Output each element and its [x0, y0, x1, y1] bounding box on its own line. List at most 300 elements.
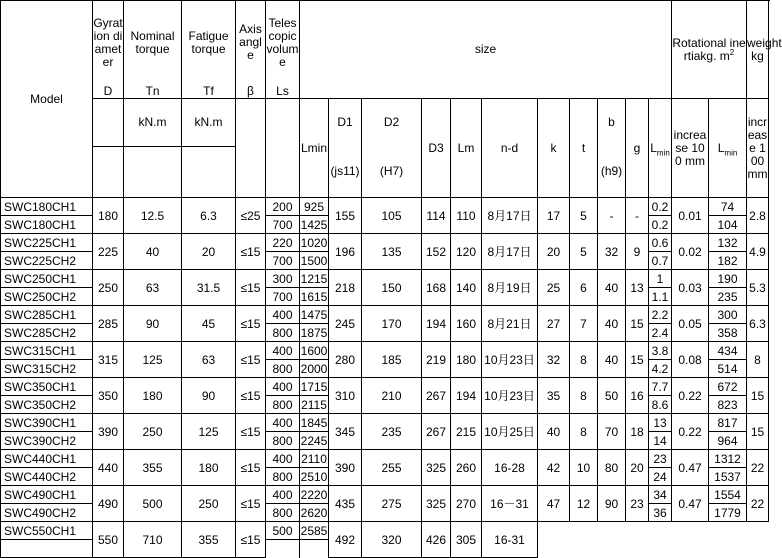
- model-cell: SWC490CH2: [1, 504, 93, 522]
- lm-cell: 260: [451, 450, 482, 486]
- d-cell: 180: [93, 198, 124, 234]
- model-cell: SWC315CH1: [1, 342, 93, 360]
- ls-cell: 400: [266, 378, 300, 396]
- lm-cell: 305: [451, 522, 482, 558]
- nd-cell: 10月25日: [482, 414, 538, 450]
- d-cell: 250: [93, 270, 124, 306]
- ls-cell: 200: [266, 198, 300, 216]
- ls-cell: 800: [266, 504, 300, 522]
- d1-cell: 196: [329, 234, 362, 270]
- header-b: b: [598, 99, 626, 147]
- t-cell: 8: [570, 378, 598, 414]
- header-model: Model: [1, 1, 93, 198]
- weight-cell: 74: [709, 198, 747, 216]
- weight-cell: 1312: [709, 450, 747, 468]
- rot-inertia-cell: 2.2: [649, 306, 672, 324]
- d3-cell: 168: [422, 270, 451, 306]
- header-nominal-torque: Nominal torque: [124, 1, 182, 85]
- weight-cell: 823: [709, 396, 747, 414]
- model-cell: SWC180CH1: [1, 198, 93, 216]
- b-cell: 50: [598, 378, 626, 414]
- rot-inertia-cell: 23: [649, 450, 672, 468]
- d2-cell: 105: [362, 198, 422, 234]
- d-cell: 550: [93, 522, 124, 558]
- model-cell: SWC225CH2: [1, 252, 93, 270]
- beta-cell: ≤15: [236, 486, 266, 522]
- header-blank-d: [93, 147, 124, 198]
- ls-cell: 800: [266, 360, 300, 378]
- rot-inertia-cell: 0.7: [649, 252, 672, 270]
- weight-cell: 964: [709, 432, 747, 450]
- header-t: t: [570, 99, 598, 198]
- model-cell: SWC250CH2: [1, 288, 93, 306]
- tn-cell: 250: [124, 414, 182, 450]
- rot-inertia-cell: 24: [649, 468, 672, 486]
- model-cell: SWC390CH1: [1, 414, 93, 432]
- k-cell: 17: [538, 198, 570, 234]
- header-size: size: [300, 1, 672, 99]
- lm-cell: 215: [451, 414, 482, 450]
- header-d3: D3: [422, 99, 451, 198]
- header-w-lmin: [709, 99, 747, 198]
- table-row: [1, 270, 769, 288]
- w-lmin-sub: min: [724, 147, 738, 157]
- weight-cell: 300: [709, 306, 747, 324]
- header-g: g: [626, 99, 649, 198]
- d-cell: 390: [93, 414, 124, 450]
- b-cell: 80: [598, 450, 626, 486]
- header-d2-tol: (H7): [362, 147, 422, 198]
- g-cell: 16: [626, 378, 649, 414]
- weight-cell: 104: [709, 216, 747, 234]
- lmin-cell: 1715: [300, 379, 328, 394]
- rot-inertia-cell: 4.2: [649, 360, 672, 378]
- ls-cell: 800: [266, 432, 300, 450]
- beta-cell: ≤15: [236, 450, 266, 486]
- header-rot-increase: increase 100 mm: [672, 99, 709, 198]
- nd-cell: 8月19日: [482, 270, 538, 306]
- header-weight: weight kg: [747, 1, 769, 99]
- lm-cell: 180: [451, 342, 482, 378]
- d3-cell: 426: [422, 522, 451, 558]
- tn-cell: 90: [124, 306, 182, 342]
- model-cell: SWC440CH1: [1, 450, 93, 468]
- tn-cell: 63: [124, 270, 182, 306]
- d2-cell: 185: [362, 342, 422, 378]
- d1-cell: 280: [329, 342, 362, 378]
- rot-inertia-label: Rotational inertiakg.: [672, 35, 746, 63]
- weight-increase-cell: 22: [747, 450, 769, 486]
- t-cell: 12: [570, 486, 598, 522]
- weight-cell: 514: [709, 360, 747, 378]
- header-gyration: Gyration diameter: [93, 1, 124, 85]
- header-axis-angle: Axis angle: [236, 1, 266, 85]
- header-blank-tf: [182, 147, 236, 198]
- tf-cell: 45: [182, 306, 236, 342]
- lm-cell: 194: [451, 378, 482, 414]
- header-d1: D1: [329, 99, 362, 147]
- b-cell: 70: [598, 414, 626, 450]
- d3-cell: 325: [422, 486, 451, 522]
- tn-cell: 180: [124, 378, 182, 414]
- rot-inertia-exponent: 2: [729, 47, 735, 57]
- model-cell: SWC350CH1: [1, 378, 93, 396]
- nd-cell: 10月23日: [482, 342, 538, 378]
- lm-cell: 270: [451, 486, 482, 522]
- tn-cell: 355: [124, 450, 182, 486]
- d2-cell: 150: [362, 270, 422, 306]
- ls-cell: 400: [266, 342, 300, 360]
- d-cell: 490: [93, 486, 124, 522]
- weight-cell: 672: [709, 378, 747, 396]
- table-row: [1, 306, 769, 324]
- d2-cell: 135: [362, 234, 422, 270]
- lmin-cell: 1425: [300, 217, 328, 232]
- weight-cell: 817: [709, 414, 747, 432]
- nd-cell: 10月23日: [482, 378, 538, 414]
- weight-increase-cell: 2.8: [747, 198, 769, 234]
- beta-cell: ≤15: [236, 234, 266, 270]
- t-cell: 8: [570, 414, 598, 450]
- header-lmin: Lmin: [300, 99, 329, 198]
- weight-increase-cell: 15: [747, 378, 769, 414]
- d-cell: 225: [93, 234, 124, 270]
- k-cell: 25: [538, 270, 570, 306]
- weight-increase-cell: 4.9: [747, 234, 769, 270]
- model-cell: SWC550CH1: [1, 522, 93, 540]
- nd-cell: 8月17日: [482, 198, 538, 234]
- header-d1-tol: (js11): [329, 147, 362, 198]
- b-cell: 32: [598, 234, 626, 270]
- rot-increase-cell: 0.22: [672, 378, 709, 414]
- rot-inertia-cell: 13: [649, 414, 672, 432]
- header-telescopic: Telescopic volume: [266, 1, 300, 85]
- rot-increase-cell: 0.47: [672, 486, 709, 522]
- ls-cell: 400: [266, 486, 300, 504]
- empty-area: [538, 522, 769, 558]
- header-unit-ls: [266, 99, 300, 198]
- header-sym-tf: Tf: [182, 85, 236, 99]
- t-cell: 5: [570, 234, 598, 270]
- header-b-tol: (h9): [598, 147, 626, 198]
- weight-cell: 1779: [709, 504, 747, 522]
- d1-cell: 155: [329, 198, 362, 234]
- lmin-cell: 2510: [300, 469, 328, 484]
- lmin-cell: 1600: [300, 343, 328, 358]
- beta-cell: ≤15: [236, 414, 266, 450]
- rot-inertia-cell: 0.2: [649, 198, 672, 216]
- t-cell: 10: [570, 450, 598, 486]
- rot-increase-cell: 0.22: [672, 414, 709, 450]
- ls-cell: 400: [266, 414, 300, 432]
- weight-cell: 358: [709, 324, 747, 342]
- lmin-cell: 925: [300, 198, 329, 216]
- tf-cell: 355: [182, 522, 236, 558]
- d1-cell: 245: [329, 306, 362, 342]
- lm-cell: 120: [451, 234, 482, 270]
- nd-cell: 8月17日: [482, 234, 538, 270]
- table-body: [1, 1, 782, 558]
- ls-cell: 400: [266, 450, 300, 468]
- nd-cell: 16－31: [482, 486, 538, 522]
- model-cell: SWC390CH2: [1, 432, 93, 450]
- rot-inertia-cell: 34: [649, 486, 672, 504]
- lmin-cell: 2220: [300, 487, 328, 502]
- d2-cell: 275: [362, 486, 422, 522]
- model-cell: SWC440CH2: [1, 468, 93, 486]
- rot-lmin-sub: min: [656, 147, 670, 157]
- nd-cell: 8月21日: [482, 306, 538, 342]
- model-cell: SWC225CH1: [1, 234, 93, 252]
- d3-cell: 219: [422, 342, 451, 378]
- t-cell: 7: [570, 306, 598, 342]
- weight-cell: 434: [709, 342, 747, 360]
- g-cell: 13: [626, 270, 649, 306]
- header-rot-lmin: [649, 99, 672, 198]
- rot-increase-cell: 0.08: [672, 342, 709, 378]
- lmin-cell: 1875: [300, 325, 328, 340]
- b-cell: 40: [598, 342, 626, 378]
- model-cell: SWC490CH1: [1, 486, 93, 504]
- d1-cell: 435: [329, 486, 362, 522]
- header-sym-beta: β: [236, 85, 266, 99]
- d3-cell: 152: [422, 234, 451, 270]
- d3-cell: 194: [422, 306, 451, 342]
- g-cell: 23: [626, 486, 649, 522]
- weight-increase-cell: 8: [747, 342, 769, 378]
- d2-cell: 255: [362, 450, 422, 486]
- table-row: [1, 234, 769, 252]
- ls-cell: 700: [266, 216, 300, 234]
- tf-cell: 90: [182, 378, 236, 414]
- ls-cell: 800: [266, 396, 300, 414]
- header-nd: n-d: [482, 99, 538, 198]
- lmin-cell: 2115: [301, 397, 327, 412]
- weight-cell: 1554: [709, 486, 747, 504]
- beta-cell: ≤15: [236, 270, 266, 306]
- rot-increase-cell: 0.47: [672, 450, 709, 486]
- model-cell: SWC315CH2: [1, 360, 93, 378]
- lmin-cell: [300, 540, 329, 558]
- table-row: [1, 342, 769, 360]
- k-cell: 20: [538, 234, 570, 270]
- beta-cell: ≤15: [236, 306, 266, 342]
- b-cell: 90: [598, 486, 626, 522]
- rot-lmin-label: L: [650, 140, 657, 155]
- ls-cell: 400: [266, 306, 300, 324]
- d-cell: 350: [93, 378, 124, 414]
- k-cell: 35: [538, 378, 570, 414]
- tn-cell: 500: [124, 486, 182, 522]
- table-row: [1, 414, 769, 432]
- tf-cell: 250: [182, 486, 236, 522]
- d3-cell: 114: [422, 198, 451, 234]
- d2-cell: 170: [362, 306, 422, 342]
- tf-cell: 180: [182, 450, 236, 486]
- weight-increase-cell: 15: [747, 414, 769, 450]
- d2-cell: 210: [362, 378, 422, 414]
- lm-cell: 110: [451, 198, 482, 234]
- ls-cell: 800: [266, 324, 300, 342]
- g-cell: 15: [626, 306, 649, 342]
- rot-increase-cell: 0.02: [672, 234, 709, 270]
- ls-cell: [266, 540, 300, 558]
- d-cell: 285: [93, 306, 124, 342]
- lmin-cell: 1215: [300, 271, 328, 286]
- weight-cell: 132: [709, 234, 747, 252]
- rot-increase-cell: 0.03: [672, 270, 709, 306]
- weight-cell: 1537: [709, 468, 747, 486]
- nd-cell: 16-28: [482, 450, 538, 486]
- rot-inertia-cell: 7.7: [649, 378, 672, 396]
- header-row-3: [1, 99, 769, 147]
- weight-increase-cell: 22: [747, 486, 769, 522]
- lmin-cell: 1475: [300, 307, 328, 322]
- ls-cell: 220: [266, 234, 300, 252]
- rot-inertia-cell: 0.6: [649, 234, 672, 252]
- lmin-cell: 2000: [300, 361, 328, 376]
- model-cell: SWC350CH2: [1, 396, 93, 414]
- tf-cell: 125: [182, 414, 236, 450]
- beta-cell: ≤15: [236, 378, 266, 414]
- header-sym-ls: Ls: [266, 85, 300, 99]
- rot-increase-cell: 0.01: [672, 198, 709, 234]
- table-row: [1, 450, 769, 468]
- d1-cell: 218: [329, 270, 362, 306]
- d1-cell: 492: [329, 522, 362, 558]
- model-cell: SWC285CH2: [1, 324, 93, 342]
- lm-cell: 140: [451, 270, 482, 306]
- d-cell: 315: [93, 342, 124, 378]
- w-lmin-label: L: [717, 140, 725, 155]
- t-cell: 6: [570, 270, 598, 306]
- rot-inertia-cell: 0.2: [649, 216, 672, 234]
- beta-cell: ≤25: [236, 198, 266, 234]
- header-row-1: [1, 1, 769, 85]
- lmin-cell: 1500: [300, 253, 328, 268]
- header-k: k: [538, 99, 570, 198]
- ls-cell: 700: [266, 252, 300, 270]
- g-cell: 18: [626, 414, 649, 450]
- k-cell: 42: [538, 450, 570, 486]
- weight-cell: 235: [709, 288, 747, 306]
- d1-cell: 310: [329, 378, 362, 414]
- k-cell: 27: [538, 306, 570, 342]
- table-row: [1, 198, 769, 216]
- rot-inertia-cell: 36: [649, 504, 672, 522]
- lmin-cell: 1020: [300, 235, 328, 250]
- d1-cell: 390: [329, 450, 362, 486]
- header-unit-tf: kN.m: [182, 99, 236, 147]
- tn-cell: 125: [124, 342, 182, 378]
- d3-cell: 325: [422, 450, 451, 486]
- model-cell: SWC180CH1: [1, 216, 93, 234]
- header-unit-tn: kN.m: [124, 99, 182, 147]
- rot-increase-cell: 0.05: [672, 306, 709, 342]
- b-cell: 40: [598, 306, 626, 342]
- ls-cell: 700: [266, 288, 300, 306]
- ls-cell: 800: [266, 468, 300, 486]
- weight-increase-cell: 6.3: [747, 306, 769, 342]
- weight-cell: 190: [709, 270, 747, 288]
- ls-cell: 500: [266, 522, 300, 540]
- tn-cell: 710: [124, 522, 182, 558]
- beta-cell: ≤15: [236, 522, 266, 558]
- t-cell: 8: [570, 342, 598, 378]
- b-cell: -: [598, 198, 626, 234]
- table-row: [1, 486, 769, 504]
- d1-cell: 345: [329, 414, 362, 450]
- table-row: [1, 522, 769, 540]
- ls-cell: 300: [266, 270, 300, 288]
- header-lm: Lm: [451, 99, 482, 198]
- header-unit-beta: [236, 99, 266, 198]
- header-unit-d: [93, 99, 124, 147]
- d2-cell: 320: [362, 522, 422, 558]
- rot-inertia-unit: m: [719, 48, 730, 63]
- beta-cell: ≤15: [236, 342, 266, 378]
- model-cell: [1, 540, 93, 558]
- rot-inertia-cell: 14: [649, 432, 672, 450]
- k-cell: 32: [538, 342, 570, 378]
- rot-inertia-cell: 8.6: [649, 396, 672, 414]
- d3-cell: 267: [422, 414, 451, 450]
- weight-cell: 182: [709, 252, 747, 270]
- tf-cell: 63: [182, 342, 236, 378]
- lmin-cell: 2620: [300, 505, 328, 520]
- tf-cell: 20: [182, 234, 236, 270]
- k-cell: 40: [538, 414, 570, 450]
- rot-inertia-cell: 1.1: [649, 288, 672, 306]
- g-cell: 9: [626, 234, 649, 270]
- rot-inertia-cell: 2.4: [649, 324, 672, 342]
- lm-cell: 160: [451, 306, 482, 342]
- lmin-cell: 2245: [300, 433, 328, 448]
- header-fatigue-torque: Fatigue torque: [182, 1, 236, 85]
- tf-cell: 6.3: [182, 198, 236, 234]
- lmin-cell: 2585: [300, 523, 328, 538]
- rot-inertia-cell: 3.8: [649, 342, 672, 360]
- lmin-cell: 2110: [301, 451, 327, 466]
- rot-inertia-cell: 1: [649, 270, 672, 288]
- b-cell: 40: [598, 270, 626, 306]
- d-cell: 440: [93, 450, 124, 486]
- tf-cell: 31.5: [182, 270, 236, 306]
- k-cell: 47: [538, 486, 570, 522]
- header-blank-tn: [124, 147, 182, 198]
- model-cell: SWC250CH1: [1, 270, 93, 288]
- t-cell: 5: [570, 198, 598, 234]
- header-w-increase: increase 100mm: [747, 99, 769, 198]
- table-row: [1, 378, 769, 396]
- lmin-cell: 1615: [300, 289, 328, 304]
- header-rotational-inertia: [672, 1, 747, 99]
- g-cell: 20: [626, 450, 649, 486]
- header-sym-tn: Tn: [124, 85, 182, 99]
- model-cell: SWC285CH1: [1, 306, 93, 324]
- header-sym-d: D: [93, 85, 124, 99]
- tn-cell: 40: [124, 234, 182, 270]
- g-cell: -: [626, 198, 649, 234]
- header-d2: D2: [362, 99, 422, 147]
- nd-cell: 16-31: [482, 522, 538, 558]
- tn-cell: 12.5: [124, 198, 182, 234]
- d3-cell: 267: [422, 378, 451, 414]
- g-cell: 15: [626, 342, 649, 378]
- lmin-cell: 1845: [300, 415, 328, 430]
- weight-increase-cell: 5.3: [747, 270, 769, 306]
- d2-cell: 235: [362, 414, 422, 450]
